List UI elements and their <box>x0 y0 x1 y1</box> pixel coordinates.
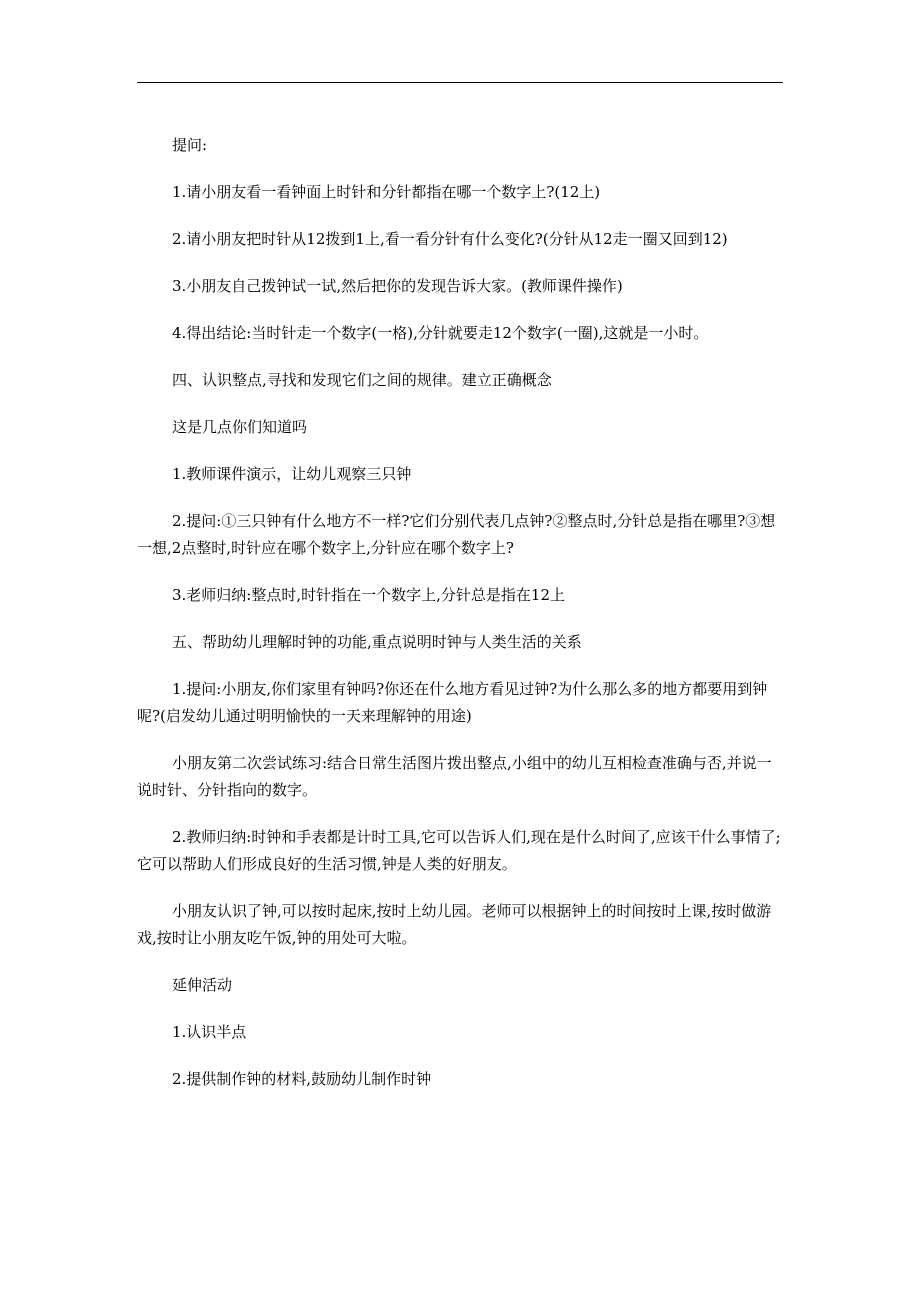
paragraph-question-1: 1.请小朋友看一看钟面上时针和分针都指在哪一个数字上?(12上) <box>172 183 601 201</box>
paragraph-demo: 1.教师课件演示，让幼儿观察三只钟 <box>172 465 412 483</box>
paragraph-question-2: 2.请小朋友把时针从12拨到1上,看一看分针有什么变化?(分针从12走一圈又回到12) <box>172 230 728 248</box>
paragraph-clock-uses: 1.提问:小朋友,你们家里有钟吗?你还在什么地方看见过钟?为什么那么多的地方都要用到钟呢?(启发幼儿通过明明愉快的一天来理解钟的用途) <box>137 680 768 725</box>
paragraph-make-clock: 2.提供制作钟的材料,鼓励幼儿制作时钟 <box>172 1070 432 1088</box>
paragraph-what-time: 这是几点你们知道吗 <box>172 418 308 436</box>
section-heading-five: 五、帮助幼儿理解时钟的功能,重点说明时钟与人类生活的关系 <box>172 633 582 651</box>
paragraph-teacher-summary: 2.教师归纳:时钟和手表都是计时工具,它可以告诉人们,现在是什么时间了,应该干什么事情了;它可以帮助人们形成良好的生活习惯,钟是人类的好朋友。 <box>137 828 781 873</box>
paragraph-second-practice: 小朋友第二次尝试练习:结合日常生活图片拨出整点,小组中的幼儿互相检查准确与否,并说一说时针、分针指向的数字。 <box>137 754 772 799</box>
paragraph-half-hour: 1.认识半点 <box>172 1023 247 1041</box>
section-heading-four: 四、认识整点,寻找和发现它们之间的规律。建立正确概念 <box>172 371 552 389</box>
document-body <box>137 132 785 1113</box>
paragraph-three-clocks: 2.提问:①三只钟有什么地方不一样?它们分别代表几点钟?②整点时,分针总是指在哪里?③想一想,2点整时,时针应在哪个数字上,分针应在哪个数字上? <box>137 512 776 557</box>
paragraph-question-3: 3.小朋友自己拨钟试一试,然后把你的发现告诉大家。(教师课件操作) <box>172 277 623 295</box>
paragraph-clock-benefits: 小朋友认识了钟,可以按时起床,按时上幼儿园。老师可以根据钟上的时间按时上课,按时做游戏,按时让小朋友吃午饭,钟的用处可大啦。 <box>137 902 772 947</box>
paragraph-question-heading: 提问: <box>172 136 208 154</box>
paragraph-conclusion: 4.得出结论:当时针走一个数字(一格),分针就要走12个数字(一圈),这就是一小时。 <box>172 324 709 342</box>
paragraph-summary-on-the-hour: 3.老师归纳:整点时,时针指在一个数字上,分针总是指在12上 <box>172 586 565 604</box>
section-heading-extension: 延伸活动 <box>172 976 233 994</box>
header-rule <box>137 82 783 83</box>
